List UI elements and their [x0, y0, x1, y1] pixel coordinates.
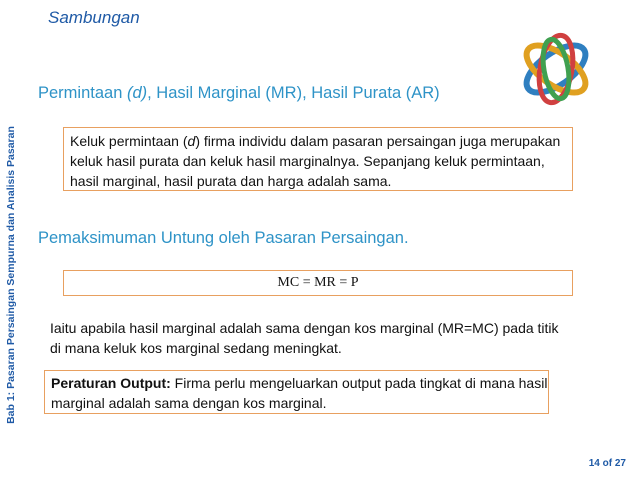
output-rule-label: Peraturan Output: — [51, 375, 171, 391]
output-rule-box — [44, 370, 549, 414]
section-heading-profit-max: Pemaksimuman Untung oleh Pasaran Persaingan. — [38, 229, 409, 247]
page-number: 14 of 27 — [588, 458, 626, 469]
chapter-title: Bab 1: Pasaran Persaingan Sempurna dan Analisis Pasaran — [5, 126, 17, 424]
output-rule-text: Firma perlu mengeluarkan output pada tingkat di mana hasil marginal adalah sama dengan kos marginal. — [51, 375, 548, 411]
demand-explanation-box: Keluk permintaan (d) firma individu dalam pasaran persaingan juga merupakan keluk hasil purata dan keluk hasil marginalnya. Sepanjang keluk permintaan, hasil marginal, hasil purata dan harga adalah sama. — [63, 127, 573, 191]
formula-box: MC = MR = P — [63, 270, 573, 296]
section-heading-demand: Permintaan (d), Hasil Marginal (MR), Hasil Purata (AR) — [38, 84, 440, 102]
chapter-sidebar — [0, 0, 22, 478]
interlocking-rings-icon — [508, 26, 604, 112]
profit-max-paragraph: Iaitu apabila hasil marginal adalah sama dengan kos marginal (MR=MC) pada titik di mana keluk kos marginal sedang meningkat. — [50, 320, 559, 356]
slide-header-title: Sambungan — [48, 8, 140, 27]
